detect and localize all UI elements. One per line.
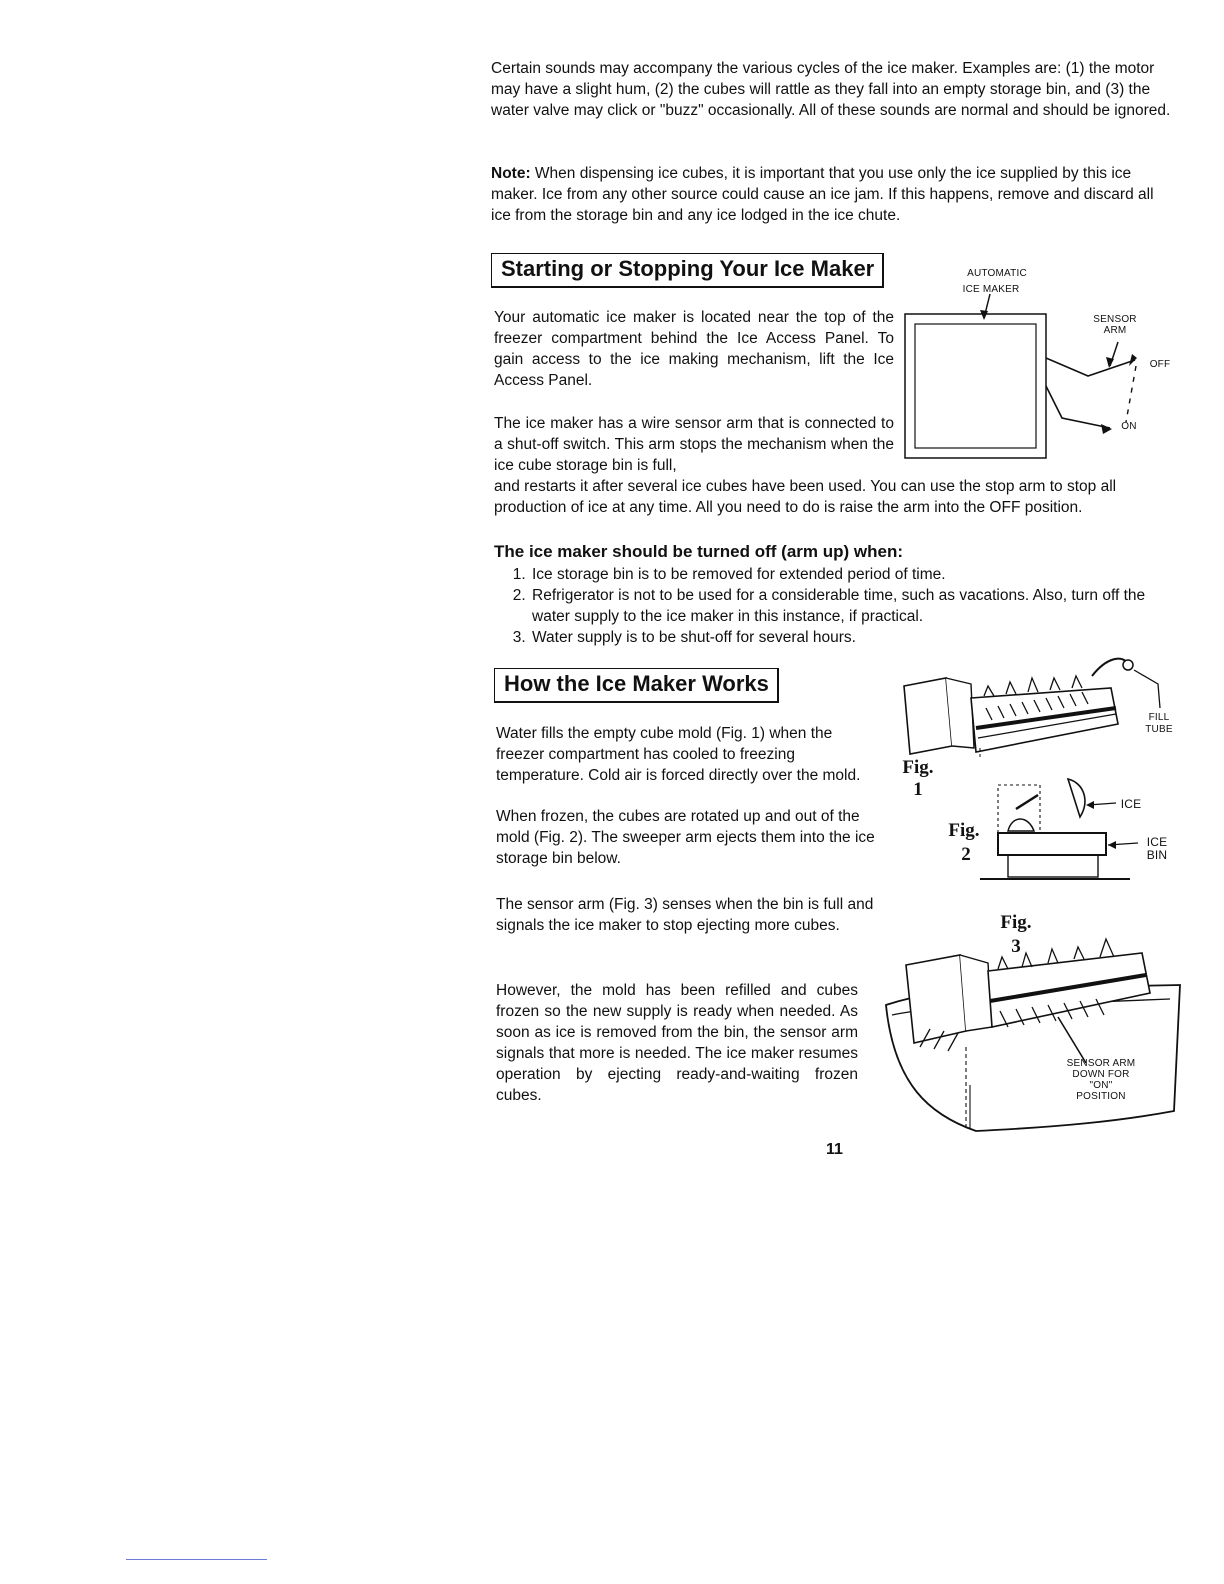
fig3-word: Fig. <box>1000 912 1032 933</box>
fig2-ice-cube <box>1068 779 1085 817</box>
ice-bin-label-2: BIN <box>1146 848 1168 862</box>
fig2-ejection-illustration <box>980 775 1160 885</box>
start-stop-paragraph-2-wide: and restarts it after several ice cubes have been used. You can use the stop arm to stop all production of ice at any time. All you need to do is raise the arm into the OFF position. <box>494 478 1117 516</box>
fig3-position-label: POSITION <box>1076 1091 1126 1102</box>
page-number: 11 <box>826 1141 843 1158</box>
arm-swing-path <box>1126 366 1136 422</box>
off-label: OFF <box>1149 359 1171 370</box>
fig1-number: 1 <box>913 779 923 800</box>
fig2-ice-bin <box>998 833 1106 855</box>
fig3-sensor-arm-illustration <box>880 935 1180 1135</box>
footer-divider <box>126 1559 267 1560</box>
fig1-housing <box>904 678 952 754</box>
fig3-number: 3 <box>1011 936 1021 957</box>
fig3-on-label: "ON" <box>1089 1080 1113 1091</box>
list-item: 3. Water supply is to be shut-off for several hours. <box>530 627 1180 648</box>
tube-label: TUBE <box>1145 724 1173 735</box>
arm-off-position <box>1046 358 1135 376</box>
sensor-label: SENSOR <box>1093 314 1137 325</box>
arm-label: ARM <box>1103 325 1127 336</box>
list-item: 1. Ice storage bin is to be removed for extended period of time. <box>530 564 1180 585</box>
fig2-word: Fig. <box>948 820 980 841</box>
on-label: ON <box>1121 421 1137 432</box>
ice-maker-sketch <box>900 290 1180 460</box>
ice-maker-outer-frame <box>905 314 1046 458</box>
how-paragraph-3: The sensor arm (Fig. 3) senses when the bin is full and signals the ice maker to stop ejecting more cubes. <box>496 896 874 934</box>
list-item: 2. Refrigerator is not to be used for a considerable time, such as vacations. Also, turn off the water supply to the ice maker in this instance, if practical. <box>530 585 1180 627</box>
note-label: Note: <box>491 165 531 182</box>
how-paragraph-4: However, the mold has been refilled and cubes frozen so the new supply is ready when needed. As soon as ice is removed from the bin, the sensor arm signals that more is needed. The ice maker resumes operation by ejecting ready-and-waiting frozen cubes. <box>496 982 858 1104</box>
fig3-down-for-label: DOWN FOR <box>1072 1069 1130 1080</box>
arm-on-position <box>1046 386 1110 428</box>
fig3-housing <box>906 955 966 1043</box>
note-text: When dispensing ice cubes, it is important that you use only the ice supplied by this ice maker. Ice from any other source could cause an ice jam. If this happens, remove and discard all ice from the storage bin and any ice lodged in the ice chute. <box>491 165 1154 224</box>
start-stop-paragraph-1: Your automatic ice maker is located near the top of the freezer compartment behind the Ice Access Panel. To gain access to the ice making mechanism, lift the Ice Access Panel. <box>494 309 894 389</box>
fig3-sensor-arm-label: SENSOR ARM <box>1066 1058 1136 1069</box>
fig1-word: Fig. <box>902 757 934 778</box>
fill-label: FILL <box>1148 712 1170 723</box>
heading-how-ice-maker-works: How the Ice Maker Works <box>494 668 779 703</box>
fig1-ice-maker-illustration <box>896 648 1176 758</box>
how-paragraph-1: Water fills the empty cube mold (Fig. 1) when the freezer compartment has cooled to freezing temperature. Cold air is forced directly over the mold. <box>496 725 861 784</box>
heading-starting-stopping: Starting or Stopping Your Ice Maker <box>491 253 884 288</box>
ice-bin-label-1: ICE <box>1146 835 1168 849</box>
fig1-fill-tube <box>1092 659 1128 676</box>
sounds-paragraph: Certain sounds may accompany the various cycles of the ice maker. Examples are: (1) the motor may have a slight hum, (2) the cubes will rattle as they fall into an empty storage bin, and (3) the water valve may click or "buzz" occasionally. All of these sounds are normal and should be ignored. <box>491 60 1171 119</box>
automatic-label: AUTOMATIC <box>967 268 1027 279</box>
start-stop-paragraph-2-narrow: The ice maker has a wire sensor arm that is connected to a shut-off switch. This arm stops the mechanism when the ice cube storage bin is full, <box>494 415 894 474</box>
note-paragraph <box>491 163 1175 226</box>
turn-off-list <box>494 564 1180 648</box>
turn-off-heading: The ice maker should be turned off (arm up) when: <box>494 542 903 561</box>
ice-label: ICE <box>1120 797 1142 811</box>
ice-maker-label: ICE MAKER <box>962 284 1020 295</box>
ice-maker-inner-frame <box>915 324 1036 448</box>
fig2-number: 2 <box>961 844 971 865</box>
how-paragraph-2: When frozen, the cubes are rotated up and out of the mold (Fig. 2). The sweeper arm ejects them into the ice storage bin below. <box>496 808 875 867</box>
